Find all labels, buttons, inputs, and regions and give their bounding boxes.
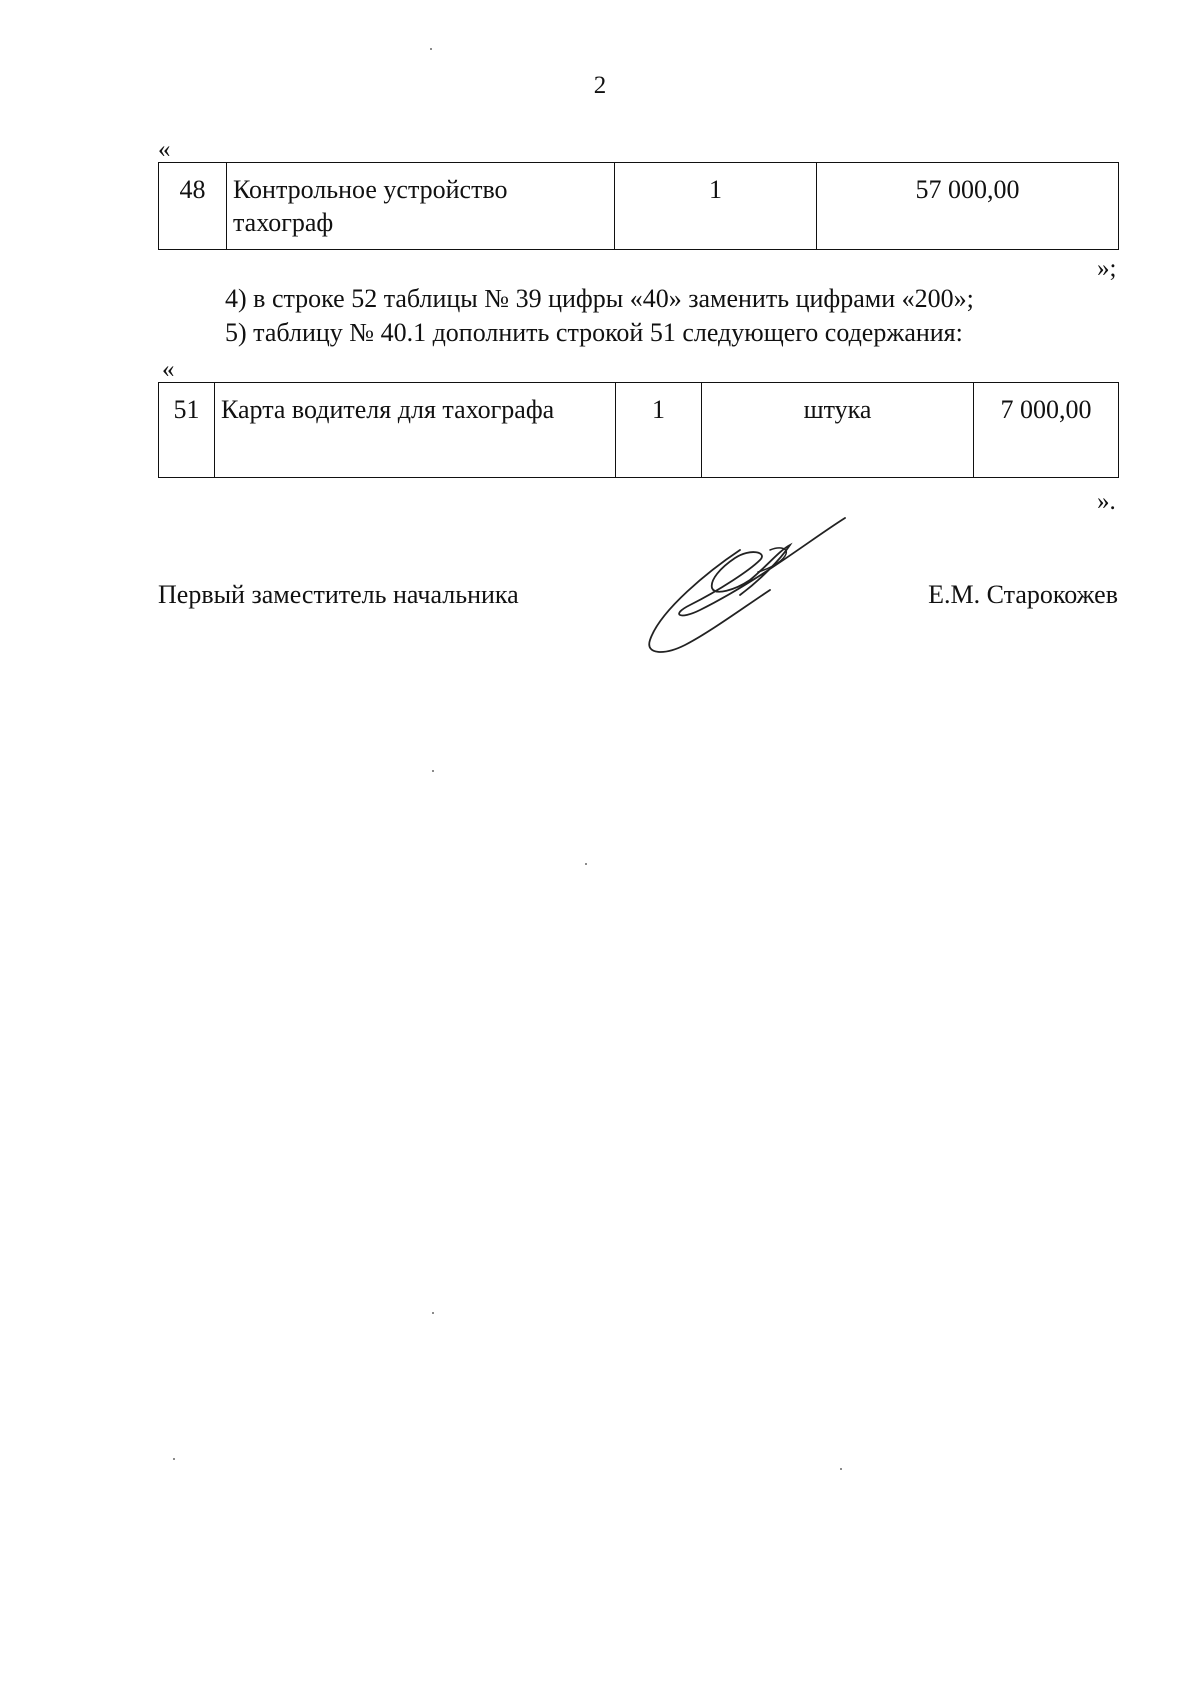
item-marker: 5) [225, 318, 247, 347]
item-price: 57 000,00 [817, 163, 1119, 250]
table-row [159, 163, 1119, 250]
scan-speck [173, 1458, 175, 1460]
open-quote-1: « [158, 136, 171, 163]
item-name: Карта водителя для тахографа [215, 383, 616, 478]
item-unit: штука [702, 383, 974, 478]
item-name: Контрольное устройство тахограф [227, 163, 615, 250]
scan-speck [432, 1312, 434, 1314]
amendment-item-5 [225, 318, 963, 348]
close-quote-1: »; [1097, 255, 1117, 282]
row-number: 51 [159, 383, 215, 478]
table-48 [158, 162, 1119, 250]
table-51 [158, 382, 1119, 478]
item-marker: 4) [225, 284, 247, 313]
page-number: 2 [593, 72, 607, 99]
scan-speck [432, 770, 434, 772]
item-text: в строке 52 таблицы № 39 цифры «40» заменить цифрами «200»; [253, 284, 974, 313]
row-number: 48 [159, 163, 227, 250]
signatory-position: Первый заместитель начальника [158, 580, 519, 609]
item-price: 7 000,00 [974, 383, 1119, 478]
item-text: таблицу № 40.1 дополнить строкой 51 следующего содержания: [253, 318, 963, 347]
item-quantity: 1 [616, 383, 702, 478]
signature-mark [640, 510, 860, 660]
close-quote-2: ». [1097, 488, 1116, 515]
item-quantity: 1 [615, 163, 817, 250]
open-quote-2: « [162, 356, 175, 383]
scan-speck [840, 1468, 842, 1470]
table-row [159, 383, 1119, 478]
amendment-item-4 [225, 284, 974, 314]
signatory-name: Е.М. Старокожев [928, 580, 1118, 609]
scan-speck [585, 863, 587, 865]
scan-speck [430, 48, 432, 50]
